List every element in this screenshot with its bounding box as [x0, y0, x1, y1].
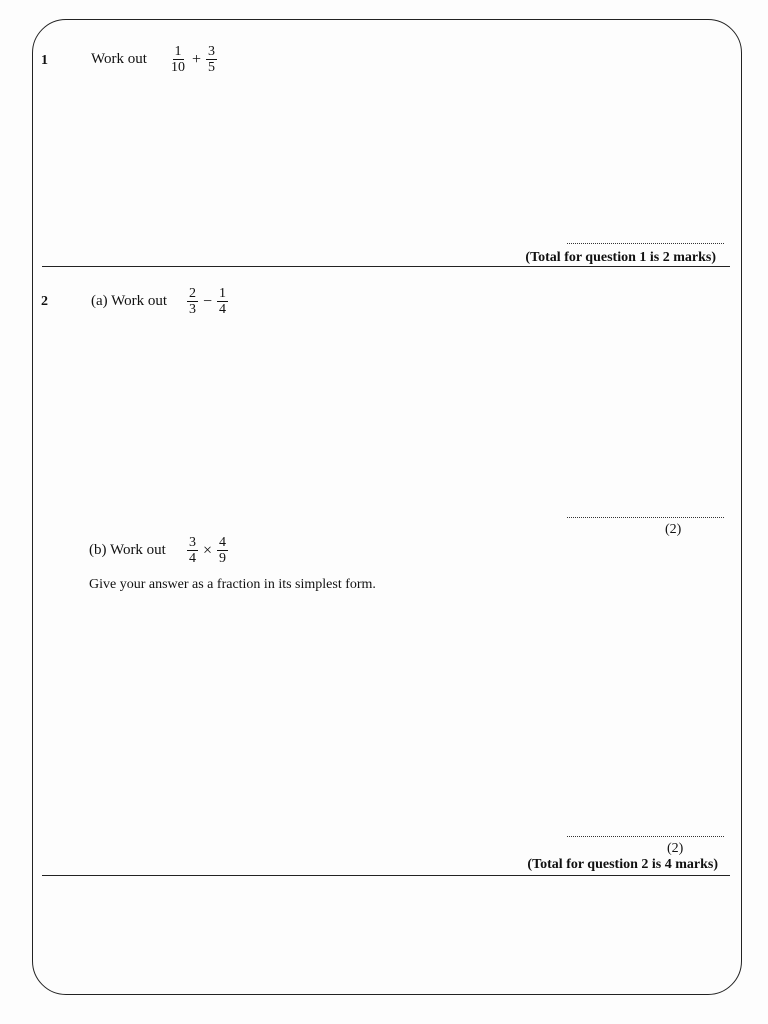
numerator: 2	[189, 286, 196, 301]
part-a-instruction: Work out	[111, 293, 168, 309]
fraction	[206, 44, 217, 75]
plus-operator: +	[192, 50, 202, 68]
numerator: 3	[208, 44, 216, 59]
denominator: 4	[189, 551, 196, 566]
denominator: 10	[171, 60, 185, 75]
question-1-instruction: Work out	[91, 51, 147, 67]
numerator: 1	[219, 286, 227, 301]
question-1-total: (Total for question 1 is 2 marks)	[525, 250, 716, 265]
question-2-total: (Total for question 2 is 4 marks)	[527, 857, 718, 872]
question-2-divider	[42, 875, 730, 876]
part-a-label: (a)	[91, 293, 108, 309]
question-1-expression	[168, 44, 218, 75]
part-b-label: (b)	[89, 542, 107, 558]
minus-operator: −	[203, 292, 213, 310]
numerator: 3	[189, 535, 196, 550]
denominator: 3	[189, 302, 196, 317]
denominator: 5	[208, 60, 216, 75]
fraction	[217, 286, 228, 317]
question-2b-expression	[186, 535, 229, 566]
question-2a-expression	[186, 286, 229, 317]
fraction	[217, 535, 228, 566]
question-2a-label	[91, 293, 167, 310]
question-2b-marks: (2)	[667, 841, 684, 856]
question-2b-note: Give your answer as a fraction in its simplest form.	[89, 577, 376, 592]
numerator: 1	[174, 44, 182, 59]
fraction	[169, 44, 187, 75]
times-operator: ×	[203, 541, 213, 559]
question-2b-label	[89, 542, 166, 559]
part-b-instruction: Work out	[109, 542, 166, 558]
question-2a-answer-line[interactable]	[567, 517, 724, 518]
question-2b-answer-line[interactable]	[567, 836, 724, 837]
question-1-divider	[42, 266, 730, 267]
question-1-number: 1	[41, 53, 48, 68]
question-2a-marks: (2)	[665, 522, 682, 537]
page-frame	[32, 19, 742, 995]
numerator: 4	[219, 535, 227, 550]
question-2-number: 2	[41, 294, 48, 309]
denominator: 9	[219, 551, 227, 566]
denominator: 4	[219, 302, 227, 317]
fraction	[187, 286, 198, 317]
fraction	[187, 535, 198, 566]
question-1-answer-line[interactable]	[567, 243, 724, 244]
